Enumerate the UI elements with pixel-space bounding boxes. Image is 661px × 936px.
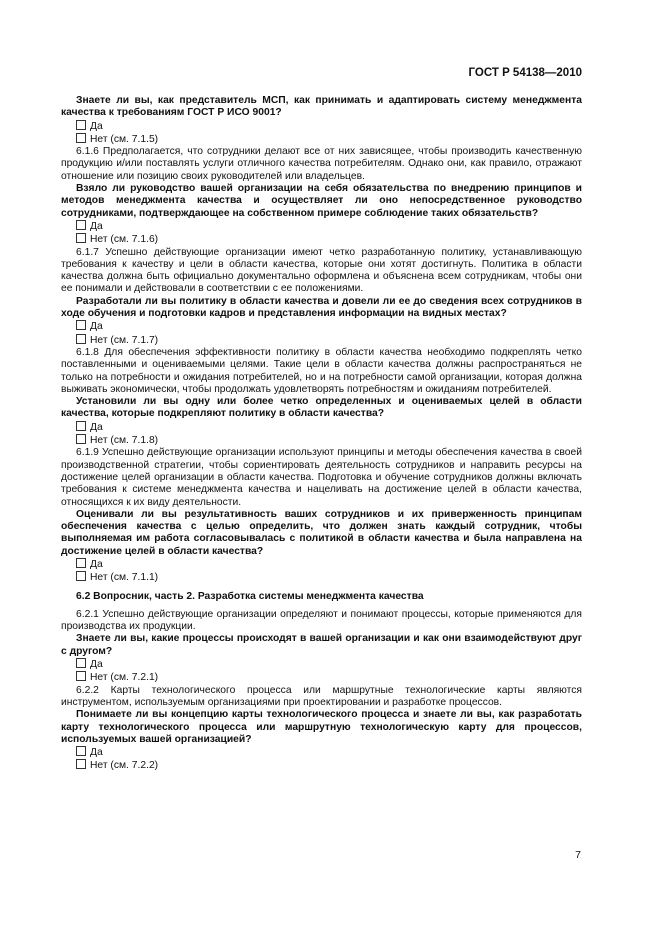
question-text: Понимаете ли вы концепцию карты технологического процесса и знаете ли вы, как разработать карту технологического процесса или маршрутную технологическую карту для процессов, используемых вашей организацией?	[61, 709, 582, 745]
question-text: Оценивали ли вы результативность ваших сотрудников и их приверженность принципам обеспечения качества с целью определить, что должен знать каждый сотрудник, чтобы выполняемая им работа согласовывалась с политикой в области качества и была направлена на достижение целей в области качества?	[61, 508, 582, 557]
paragraph: 6.1.9 Успешно действующие организации используют принципы и методы обеспечения качества в своей производственной стратегии, чтобы сориентировать деятельность сотрудников и направить ресурсы на достижение целей организации в области качества. Подготовка и обучение сотрудников должны включать требования к системе менеджмента качества и нацеливать на достижение целей в области качества, относящихся к их виду деятельности.	[61, 447, 582, 508]
answer-option-label: Да	[90, 659, 103, 671]
document-header: ГОСТ Р 54138—2010	[468, 67, 582, 79]
page-number: 7	[575, 849, 581, 861]
question-text: Разработали ли вы политику в области качества и довели ли ее до сведения всех сотрудников в ходе обучения и подготовки кадров и представления информации на видных местах?	[61, 295, 582, 320]
answer-option-label: Нет (см. 7.1.1)	[90, 572, 159, 584]
question-text: Взяло ли руководство вашей организации на себя обязательства по внедрению принципов и методов менеджмента качества и осуществляет ли оно непосредственное руководство сотрудниками, подтверждающее на собственном примере соблюдение таких обязательств?	[61, 183, 582, 219]
answer-option	[61, 658, 582, 671]
answer-option	[61, 671, 582, 684]
question-text: Знаете ли вы, какие процессы происходят в вашей организации и как они взаимодействуют друг с другом?	[61, 633, 582, 657]
checkbox-icon	[76, 133, 86, 143]
answer-option	[61, 133, 582, 146]
checkbox-icon	[76, 671, 86, 681]
answer-option	[61, 746, 582, 759]
checkbox-icon	[76, 421, 86, 431]
answer-option-label: Нет (см. 7.1.5)	[90, 133, 159, 145]
paragraph: 6.1.6 Предполагается, что сотрудники делают все от них зависящее, чтобы производить качественную продукцию и/или поставлять услуги отличного качества потребителям. Однако они, как правило, отражают отношение или позицию своих руководителей или владельцев.	[61, 146, 582, 182]
answer-option	[61, 220, 582, 233]
checkbox-icon	[76, 759, 86, 769]
answer-option	[61, 233, 582, 246]
answer-option	[61, 759, 582, 772]
document-body	[61, 95, 582, 773]
question-text: Установили ли вы одну или более четко определенных и оцениваемых целей в области качества, которые подкрепляют политику в области качества?	[61, 396, 582, 420]
answer-option-label: Да	[90, 747, 103, 759]
answer-option-label: Да	[90, 220, 103, 232]
answer-option-label: Нет (см. 7.1.8)	[90, 435, 159, 447]
paragraph: 6.2.1 Успешно действующие организации определяют и понимают процессы, которые применяются для производства их продукции.	[61, 608, 582, 633]
answer-option-label: Да	[90, 421, 103, 433]
answer-option-label: Нет (см. 7.1.7)	[90, 334, 159, 346]
answer-option-label: Да	[90, 321, 103, 333]
answer-option	[61, 434, 582, 447]
answer-option	[61, 421, 582, 434]
section-heading: 6.2 Вопросник, часть 2. Разработка системы менеджмента качества	[76, 590, 424, 602]
paragraph: 6.1.7 Успешно действующие организации имеют четко разработанную политику, устанавливающую требования к качеству и цели в области качества, которые они хотят достигнуть. Политика в области качества должна быть официально документально оформлена и объяснена всем сотрудникам, чтобы они ее понимали и действовали в соответствии с ее положениями.	[61, 246, 582, 295]
answer-option-label: Нет (см. 7.1.6)	[90, 234, 159, 246]
question-text: Знаете ли вы, как представитель МСП, как принимать и адаптировать систему менеджмента качества к требованиям ГОСТ Р ИСО 9001?	[61, 95, 582, 119]
answer-option	[61, 120, 582, 133]
checkbox-icon	[76, 658, 86, 668]
checkbox-icon	[76, 434, 86, 444]
paragraph: 6.2.2 Карты технологического процесса или маршрутные технологические карты являются инструментом, используемым организациями при проектировании и разработке процессов.	[61, 684, 582, 708]
answer-option	[61, 558, 582, 571]
answer-option-label: Да	[90, 120, 103, 132]
answer-option-label: Нет (см. 7.2.2)	[90, 760, 159, 772]
checkbox-icon	[76, 220, 86, 230]
checkbox-icon	[76, 233, 86, 243]
answer-option-label: Да	[90, 558, 103, 570]
answer-option	[61, 320, 582, 333]
checkbox-icon	[76, 320, 86, 330]
checkbox-icon	[76, 334, 86, 344]
answer-option-label: Нет (см. 7.2.1)	[90, 672, 159, 684]
checkbox-icon	[76, 558, 86, 568]
paragraph: 6.1.8 Для обеспечения эффективности политику в области качества необходимо подкреплять четко поставленными и оцениваемыми целями. Такие цели в области качества должны распространяться не только на потребности и ожидания потребителей, но и на потребности самой организации, которая должна выживать экономически, чтобы продолжать удовлетворять потребностям и ожиданиям потребителей.	[61, 346, 582, 395]
answer-option	[61, 334, 582, 347]
checkbox-icon	[76, 120, 86, 130]
answer-option	[61, 571, 582, 584]
checkbox-icon	[76, 746, 86, 756]
checkbox-icon	[76, 571, 86, 581]
